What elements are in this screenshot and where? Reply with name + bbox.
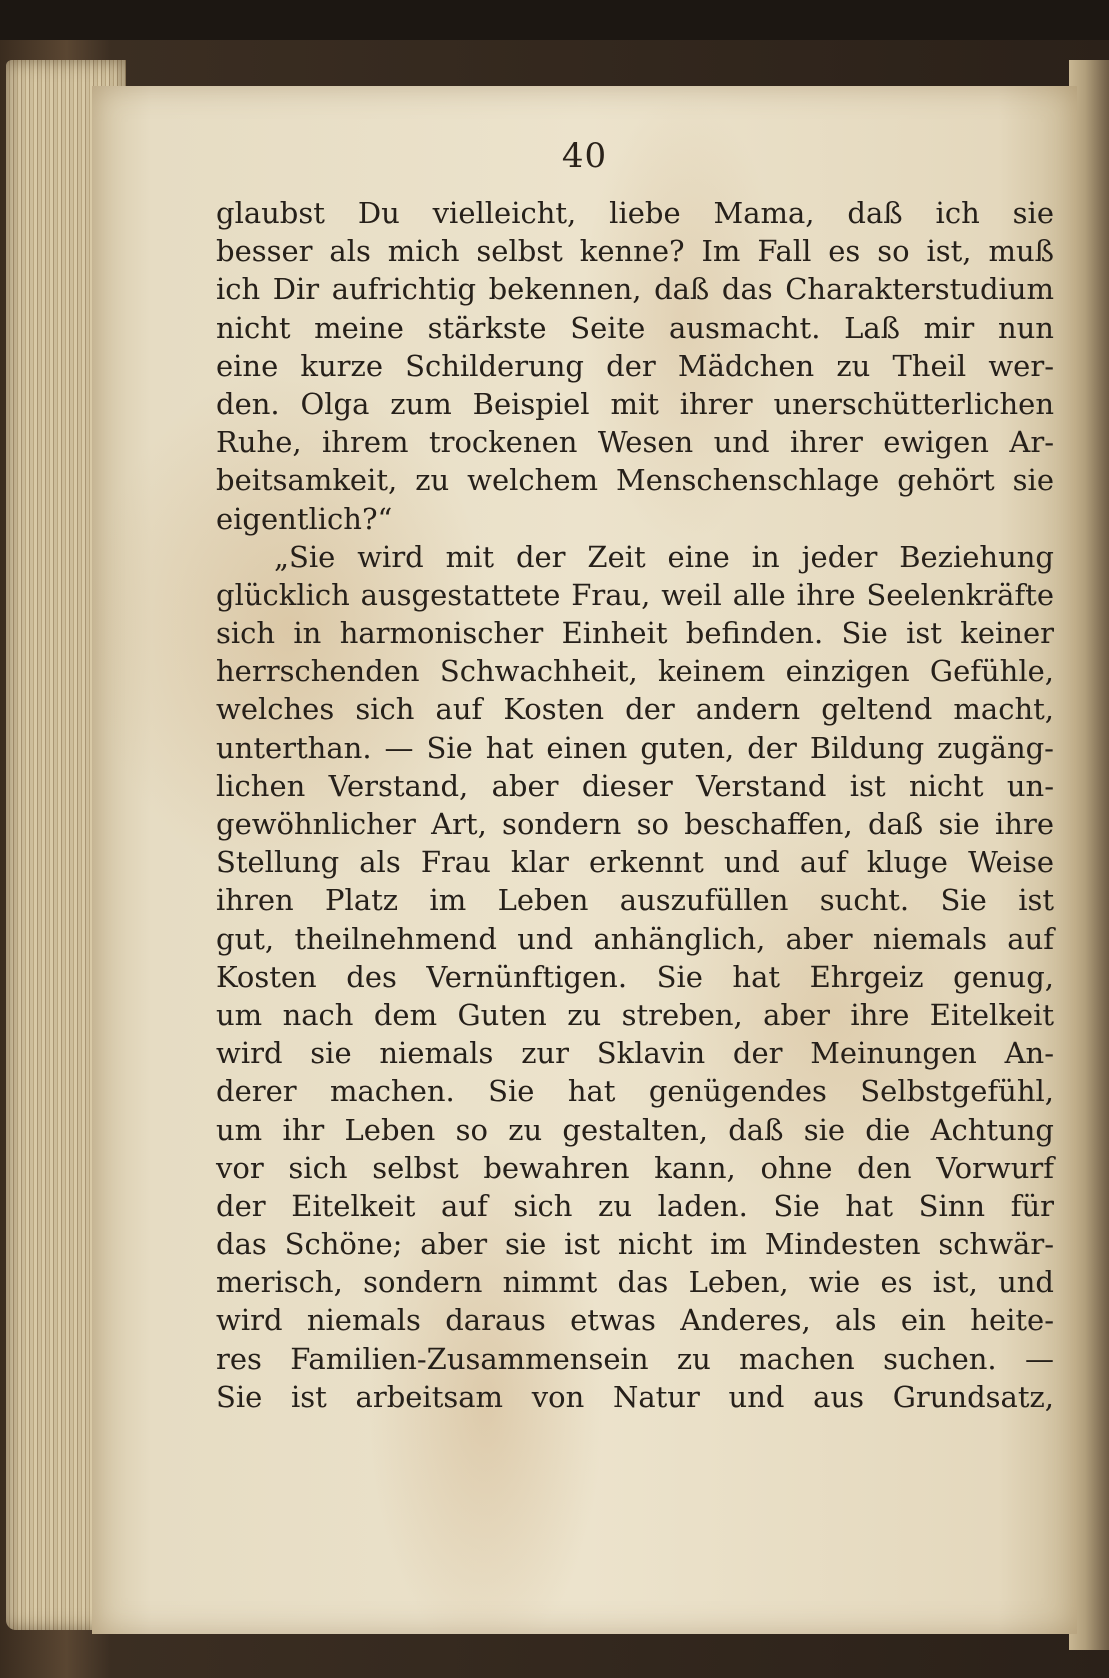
text-line: Stellung als Frau klar erkennt und auf kluge Weise (216, 845, 1054, 880)
text-line: eine kurze Schilderung der Mädchen zu Theil wer- (216, 348, 1054, 383)
text-line: derer machen. Sie hat genügendes Selbstgefühl, (216, 1074, 1054, 1109)
text-line: glücklich ausgestattete Frau, weil alle ihre Seelenkräfte (216, 577, 1054, 612)
text-line: „Sie wird mit der Zeit eine in jeder Beziehung (274, 539, 1054, 574)
text-line: sich in harmonischer Einheit befinden. Sie ist keiner (216, 616, 1054, 651)
text-line: gewöhnlicher Art, sondern so beschaffen, daß sie ihre (216, 807, 1054, 841)
text-line: der Eitelkeit auf sich zu laden. Sie hat Sinn für (216, 1188, 1054, 1223)
text-line: nicht meine stärkste Seite ausmacht. Laß mir nun (216, 310, 1054, 345)
text-line: um ihr Leben so zu gestalten, daß sie die Achtung (216, 1112, 1054, 1147)
text-line: merisch, sondern nimmt das Leben, wie es ist, und (216, 1265, 1054, 1300)
page-text (216, 194, 1054, 1416)
text-line: ich Dir aufrichtig bekennen, daß das Charakterstudium (216, 272, 1054, 307)
text-line: wird niemals daraus etwas Anderes, als ein heite- (216, 1303, 1054, 1338)
text-line: beitsamkeit, zu welchem Menschenschlage gehört sie (216, 463, 1054, 498)
text-line: eigentlich?“ (216, 501, 393, 536)
text-line: Sie ist arbeitsam von Natur und aus Grundsatz, (216, 1379, 1054, 1414)
text-line: vor sich selbst bewahren kann, ohne den Vorwurf (216, 1150, 1054, 1185)
text-line: Kosten des Vernünftigen. Sie hat Ehrgeiz genug, (216, 959, 1054, 994)
text-line: wird sie niemals zur Sklavin der Meinungen An- (216, 1036, 1054, 1071)
text-line: res Familien-Zusammensein zu machen suchen. — (216, 1341, 1054, 1376)
text-line: ihren Platz im Leben auszufüllen sucht. Sie ist (216, 883, 1054, 918)
text-line: Ruhe, ihrem trockenen Wesen und ihrer ewigen Ar- (216, 425, 1054, 460)
text-line: gut, theilnehmend und anhänglich, aber niemals auf (216, 921, 1054, 956)
text-line: um nach dem Guten zu streben, aber ihre Eitelkeit (216, 997, 1054, 1032)
text-line: glaubst Du vielleicht, liebe Mama, daß ich sie (216, 196, 1054, 230)
text-line: den. Olga zum Beispiel mit ihrer unerschütterlichen (216, 386, 1054, 421)
text-line: welches sich auf Kosten der andern geltend macht, (216, 692, 1054, 727)
text-line: unterthan. — Sie hat einen guten, der Bildung zugäng- (216, 730, 1054, 765)
text-line: besser als mich selbst kenne? Im Fall es so ist, muß (216, 234, 1054, 269)
text-line: das Schöne; aber sie ist nicht im Mindesten schwär- (216, 1227, 1054, 1262)
text-line: herrschenden Schwachheit, keinem einzigen Gefühle, (216, 654, 1054, 689)
page-number: 40 (561, 136, 608, 176)
text-line: lichen Verstand, aber dieser Verstand ist nicht un- (216, 768, 1054, 803)
book-page (92, 86, 1077, 1634)
